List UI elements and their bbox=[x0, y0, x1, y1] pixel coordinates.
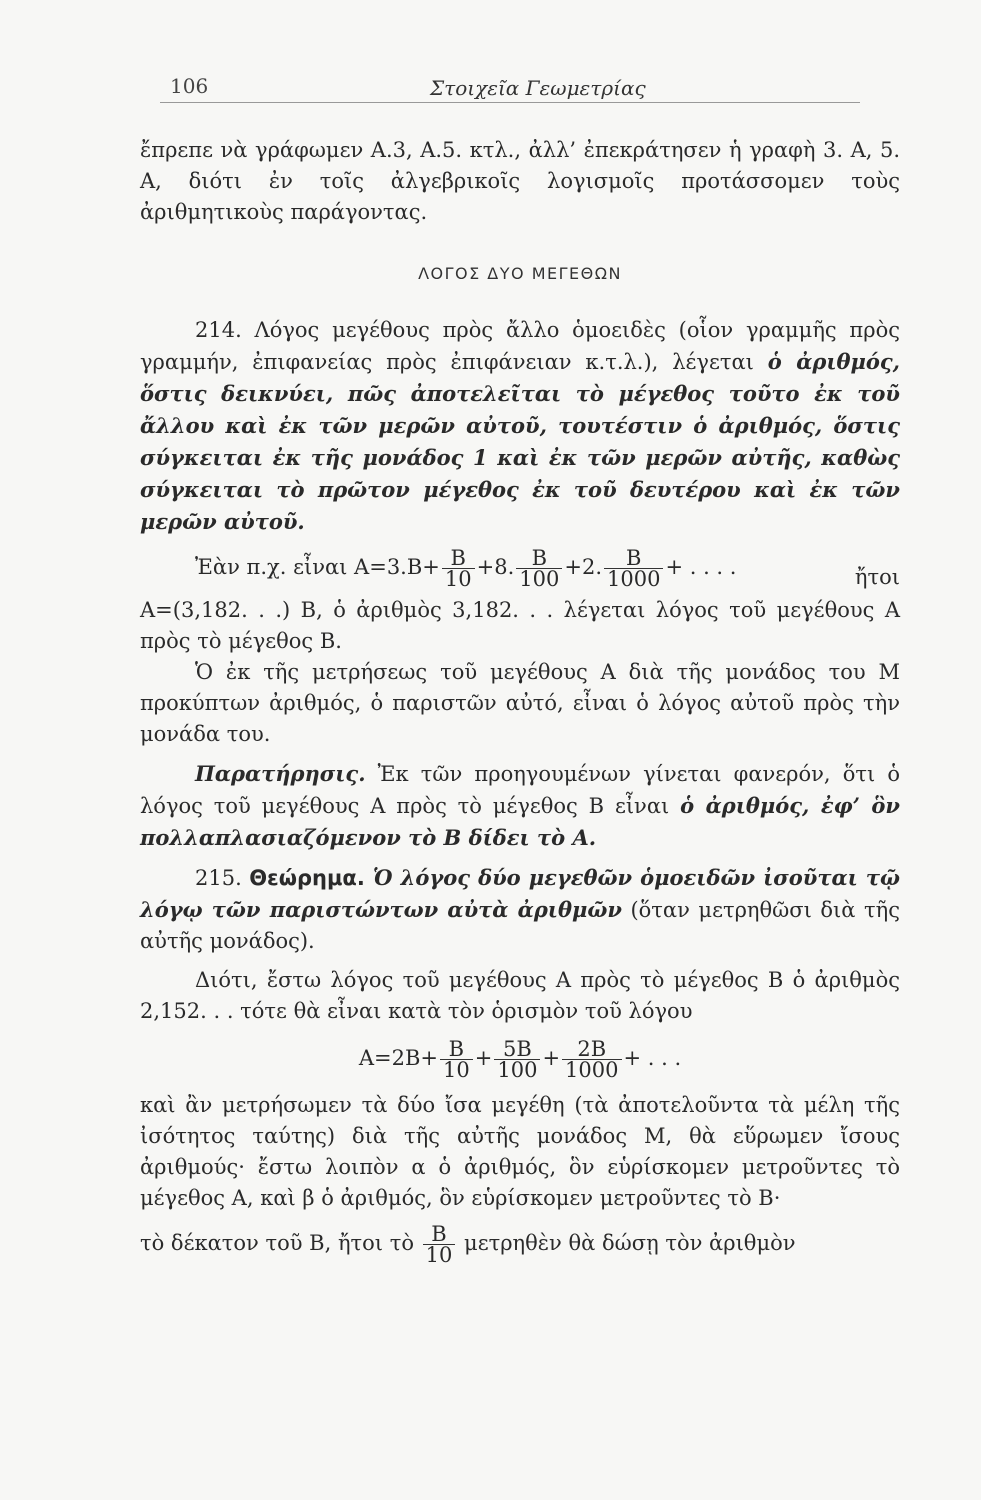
eq2-tail: + . . . bbox=[623, 1046, 682, 1070]
eq1-fraction-2: $\frac{B}{100}$ bbox=[516, 548, 562, 589]
last-line-start: τὸ δέκατον τοῦ Β, ἤτοι τὸ bbox=[140, 1231, 421, 1255]
eq2-fraction-3: $\frac{2B}{1000}$ bbox=[562, 1039, 621, 1080]
eq1-term: +8. bbox=[476, 555, 515, 579]
header-rule bbox=[160, 102, 860, 103]
last-line-end: μετρηθὲν θὰ δώσῃ τὸν ἀριθμὸν bbox=[457, 1231, 796, 1255]
remark-paragraph bbox=[140, 758, 900, 854]
paragraph-measure: Ὁ ἐκ τῆς μετρήσεως τοῦ μεγέθους Α διὰ τῆς μονάδος του Μ προκύπτων ἀριθμός, ὁ παριστῶν αὐτό, εἶναι ὁ λόγος αὐτοῦ πρὸς τὴν μονάδα του. bbox=[140, 660, 900, 746]
remark-text: Ἐκ τῶν προηγουμένων γίνεται φανερόν, ὅτι ὁ λόγος τοῦ μεγέθους Α πρὸς τὸ μέγεθος Β εἶναι bbox=[140, 762, 900, 818]
section-heading: ΛΟΓΟΣ ΔΥΟ ΜΕΓΕΘΩΝ bbox=[418, 264, 622, 283]
eq2-fraction-1: $\frac{B}{10}$ bbox=[440, 1039, 473, 1080]
eq1-lead: Ἐὰν π.χ. εἶναι Α=3.Β+ bbox=[195, 555, 440, 579]
remark-label: Παρατήρησις. bbox=[195, 761, 366, 786]
eq1-tail: + . . . . bbox=[665, 555, 737, 579]
last-line bbox=[140, 1224, 900, 1265]
page-header bbox=[170, 74, 860, 104]
intro-paragraph: ἔπρεπε νὰ γράφωμεν Α.3, Α.5. κτλ., ἀλλ’ ἐπεκράτησεν ἡ γραφὴ 3. Α, 5. Α, διότι ἐν τοῖς ἀλγεβρικοῖς λογισμοῖς προτάσσομεν τοὺς ἀριθμητικοὺς παράγοντας. bbox=[140, 138, 900, 224]
eq2-lead: Α=2Β+ bbox=[358, 1046, 438, 1070]
final-paragraph: καὶ ἂν μετρήσωμεν τὰ δύο ἴσα μεγέθη (τὰ ἀποτελοῦντα τὰ μέλη τῆς ἰσότητος ταύτης) διὰ τῆς αὐτῆς μονάδος Μ, θὰ εὕρωμεν ἴσους ἀριθμούς· ἔστω λοιπὸν α ὁ ἀριθμός, ὃν εὑρίσκομεν μετροῦντες τὸ μέγεθος Α, καὶ β ὁ ἀριθμός, ὃν εὑρίσκομεν μετροῦντες τὸ Β· bbox=[140, 1093, 900, 1210]
theorem-tail: (ὅταν μετρηθῶσι διὰ τῆς αὐτῆς μονάδος). bbox=[140, 898, 900, 953]
page-number: 106 bbox=[170, 74, 209, 98]
eq2-plus-1: + bbox=[474, 1046, 493, 1070]
eq1-fraction-1: $\frac{B}{10}$ bbox=[442, 548, 475, 589]
eq2-fraction-2: $\frac{5B}{100}$ bbox=[494, 1039, 540, 1080]
paragraph-214 bbox=[140, 315, 900, 538]
running-title: Στοιχεῖα Γεωμετρίας bbox=[430, 76, 646, 100]
eq1-term-2: +2. bbox=[564, 555, 602, 579]
theorem-statement: Ὁ λόγος δύο μεγεθῶν ὁμοειδῶν ἰσοῦται τῷ λόγῳ τῶν παριστώντων αὐτὰ ἀριθμῶν bbox=[140, 865, 900, 922]
eq1-fraction-3: $\frac{B}{1000}$ bbox=[604, 548, 663, 589]
last-fraction: $\frac{B}{10}$ bbox=[423, 1224, 456, 1265]
eq1-hetoi: ἤτοι bbox=[854, 565, 900, 589]
paragraph-ratio: Α=(3,182. . .) Β, ὁ ἀριθμὸς 3,182. . . λέγεται λόγος τοῦ μεγέθους Α πρὸς τὸ μέγεθος Β. bbox=[140, 598, 900, 653]
theorem-215 bbox=[140, 862, 900, 957]
p214-text: 214. Λόγος μεγέθους πρὸς ἄλλο ὁμοειδὲς (οἷον γραμμῆς πρὸς γραμμήν, ἐπιφανείας πρὸς ἐπιφάνειαν κ.τ.λ.), λέγεται bbox=[140, 318, 900, 374]
theorem-number: 215. bbox=[195, 866, 250, 890]
p214-definition: ὁ ἀριθμός, ὅστις δεικνύει, πῶς ἀποτελεῖται τὸ μέγεθος τοῦτο ἐκ τοῦ ἄλλου καὶ ἐκ τῶν μερῶν αὐτοῦ, τουτέστιν ὁ ἀριθμός, ὅστις σύγκειται ἐκ τῆς μονάδος 1 καὶ ἐκ τῶν μερῶν αὐτῆς, καθὼς σύγκειται τὸ πρῶτον μέγεθος ἐκ τοῦ δευτέρου καὶ ἐκ τῶν μερῶν αὐτοῦ. bbox=[140, 349, 900, 534]
remark-emph: ὁ ἀριθμός, ἐφ’ ὃν πολλαπλασιαζόμενον τὸ Β δίδει τὸ Α. bbox=[140, 793, 900, 850]
proof-paragraph: Διότι, ἔστω λόγος τοῦ μεγέθους Α πρὸς τὸ μέγεθος Β ὁ ἀριθμὸς 2,152. . . τότε θὰ εἶναι κατὰ τὸν ὁρισμὸν τοῦ λόγου bbox=[140, 968, 900, 1023]
theorem-label: Θεώρημα. bbox=[249, 866, 365, 890]
eq2-plus-2: + bbox=[542, 1046, 561, 1070]
page-body bbox=[140, 135, 900, 1271]
equation-example bbox=[140, 548, 900, 589]
equation-proof bbox=[140, 1039, 900, 1080]
